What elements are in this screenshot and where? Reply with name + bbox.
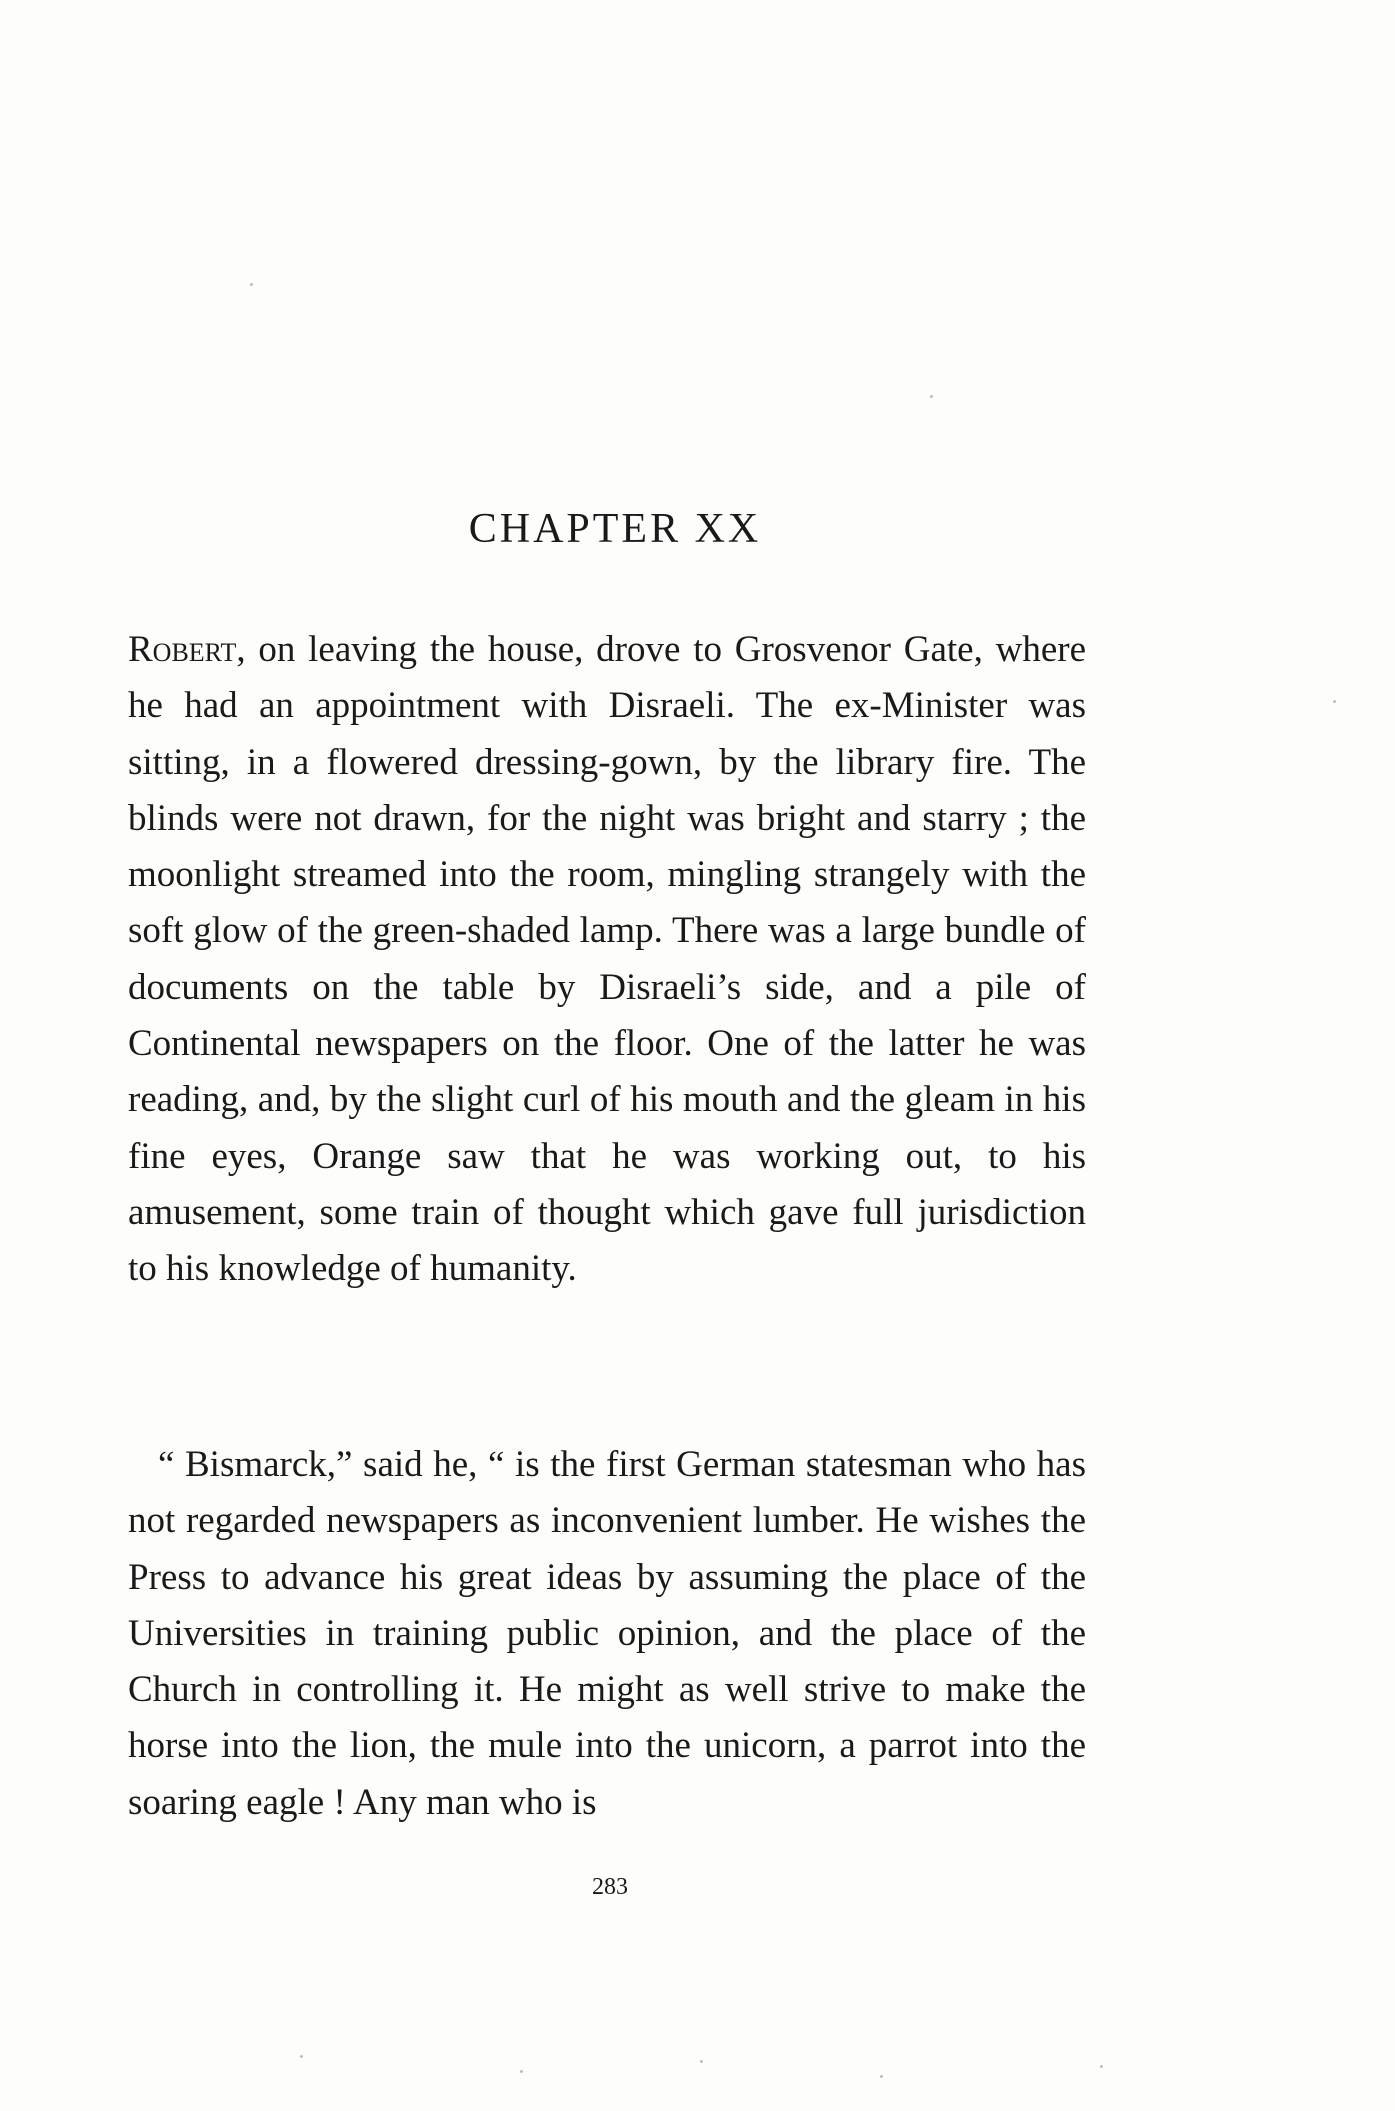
- paragraph: [128, 622, 1086, 1298]
- paper-speck: [700, 2060, 703, 2063]
- paragraph-text: “ Bismarck,” said he, “ is the first German statesman who has not regarded newspapers as inconvenient lumber. He wishes the Press to advance his great ideas by assuming the place of the Universities in training public opinion, and the place of the Church in controlling it. He might as well strive to make the horse into the lion, the mule into the unicorn, a parrot into the soaring eagle ! Any man who is: [128, 1444, 1086, 1823]
- paper-speck: [1333, 700, 1336, 703]
- paragraph-lead-word: Robert: [128, 629, 237, 670]
- page-number: 283: [592, 1874, 628, 1900]
- chapter-title: CHAPTER XX: [468, 506, 762, 552]
- paper-speck: [300, 2055, 303, 2058]
- paper-speck: [930, 395, 933, 398]
- paper-speck: [250, 283, 253, 286]
- paragraph: [128, 1437, 1086, 1831]
- paragraph-text: , on leaving the house, drove to Grosvenor Gate, where he had an appointment with Disraeli. The ex-Minister was sitting, in a flowered dressing-gown, by the library fire. The blinds were not drawn, for the night was bright and starry ; the moonlight streamed into the room, mingling strangely with the soft glow of the green-shaded lamp. There was a large bundle of documents on the table by Disraeli’s side, and a pile of Continental newspapers on the floor. One of the latter he was reading, and, by the slight curl of his mouth and the gleam in his fine eyes, Orange saw that he was working out, to his amusement, some train of thought which gave full jurisdiction to his knowledge of humanity.: [128, 629, 1086, 1290]
- paper-speck: [1100, 2065, 1103, 2068]
- paper-speck: [520, 2070, 523, 2073]
- paper-speck: [880, 2075, 883, 2078]
